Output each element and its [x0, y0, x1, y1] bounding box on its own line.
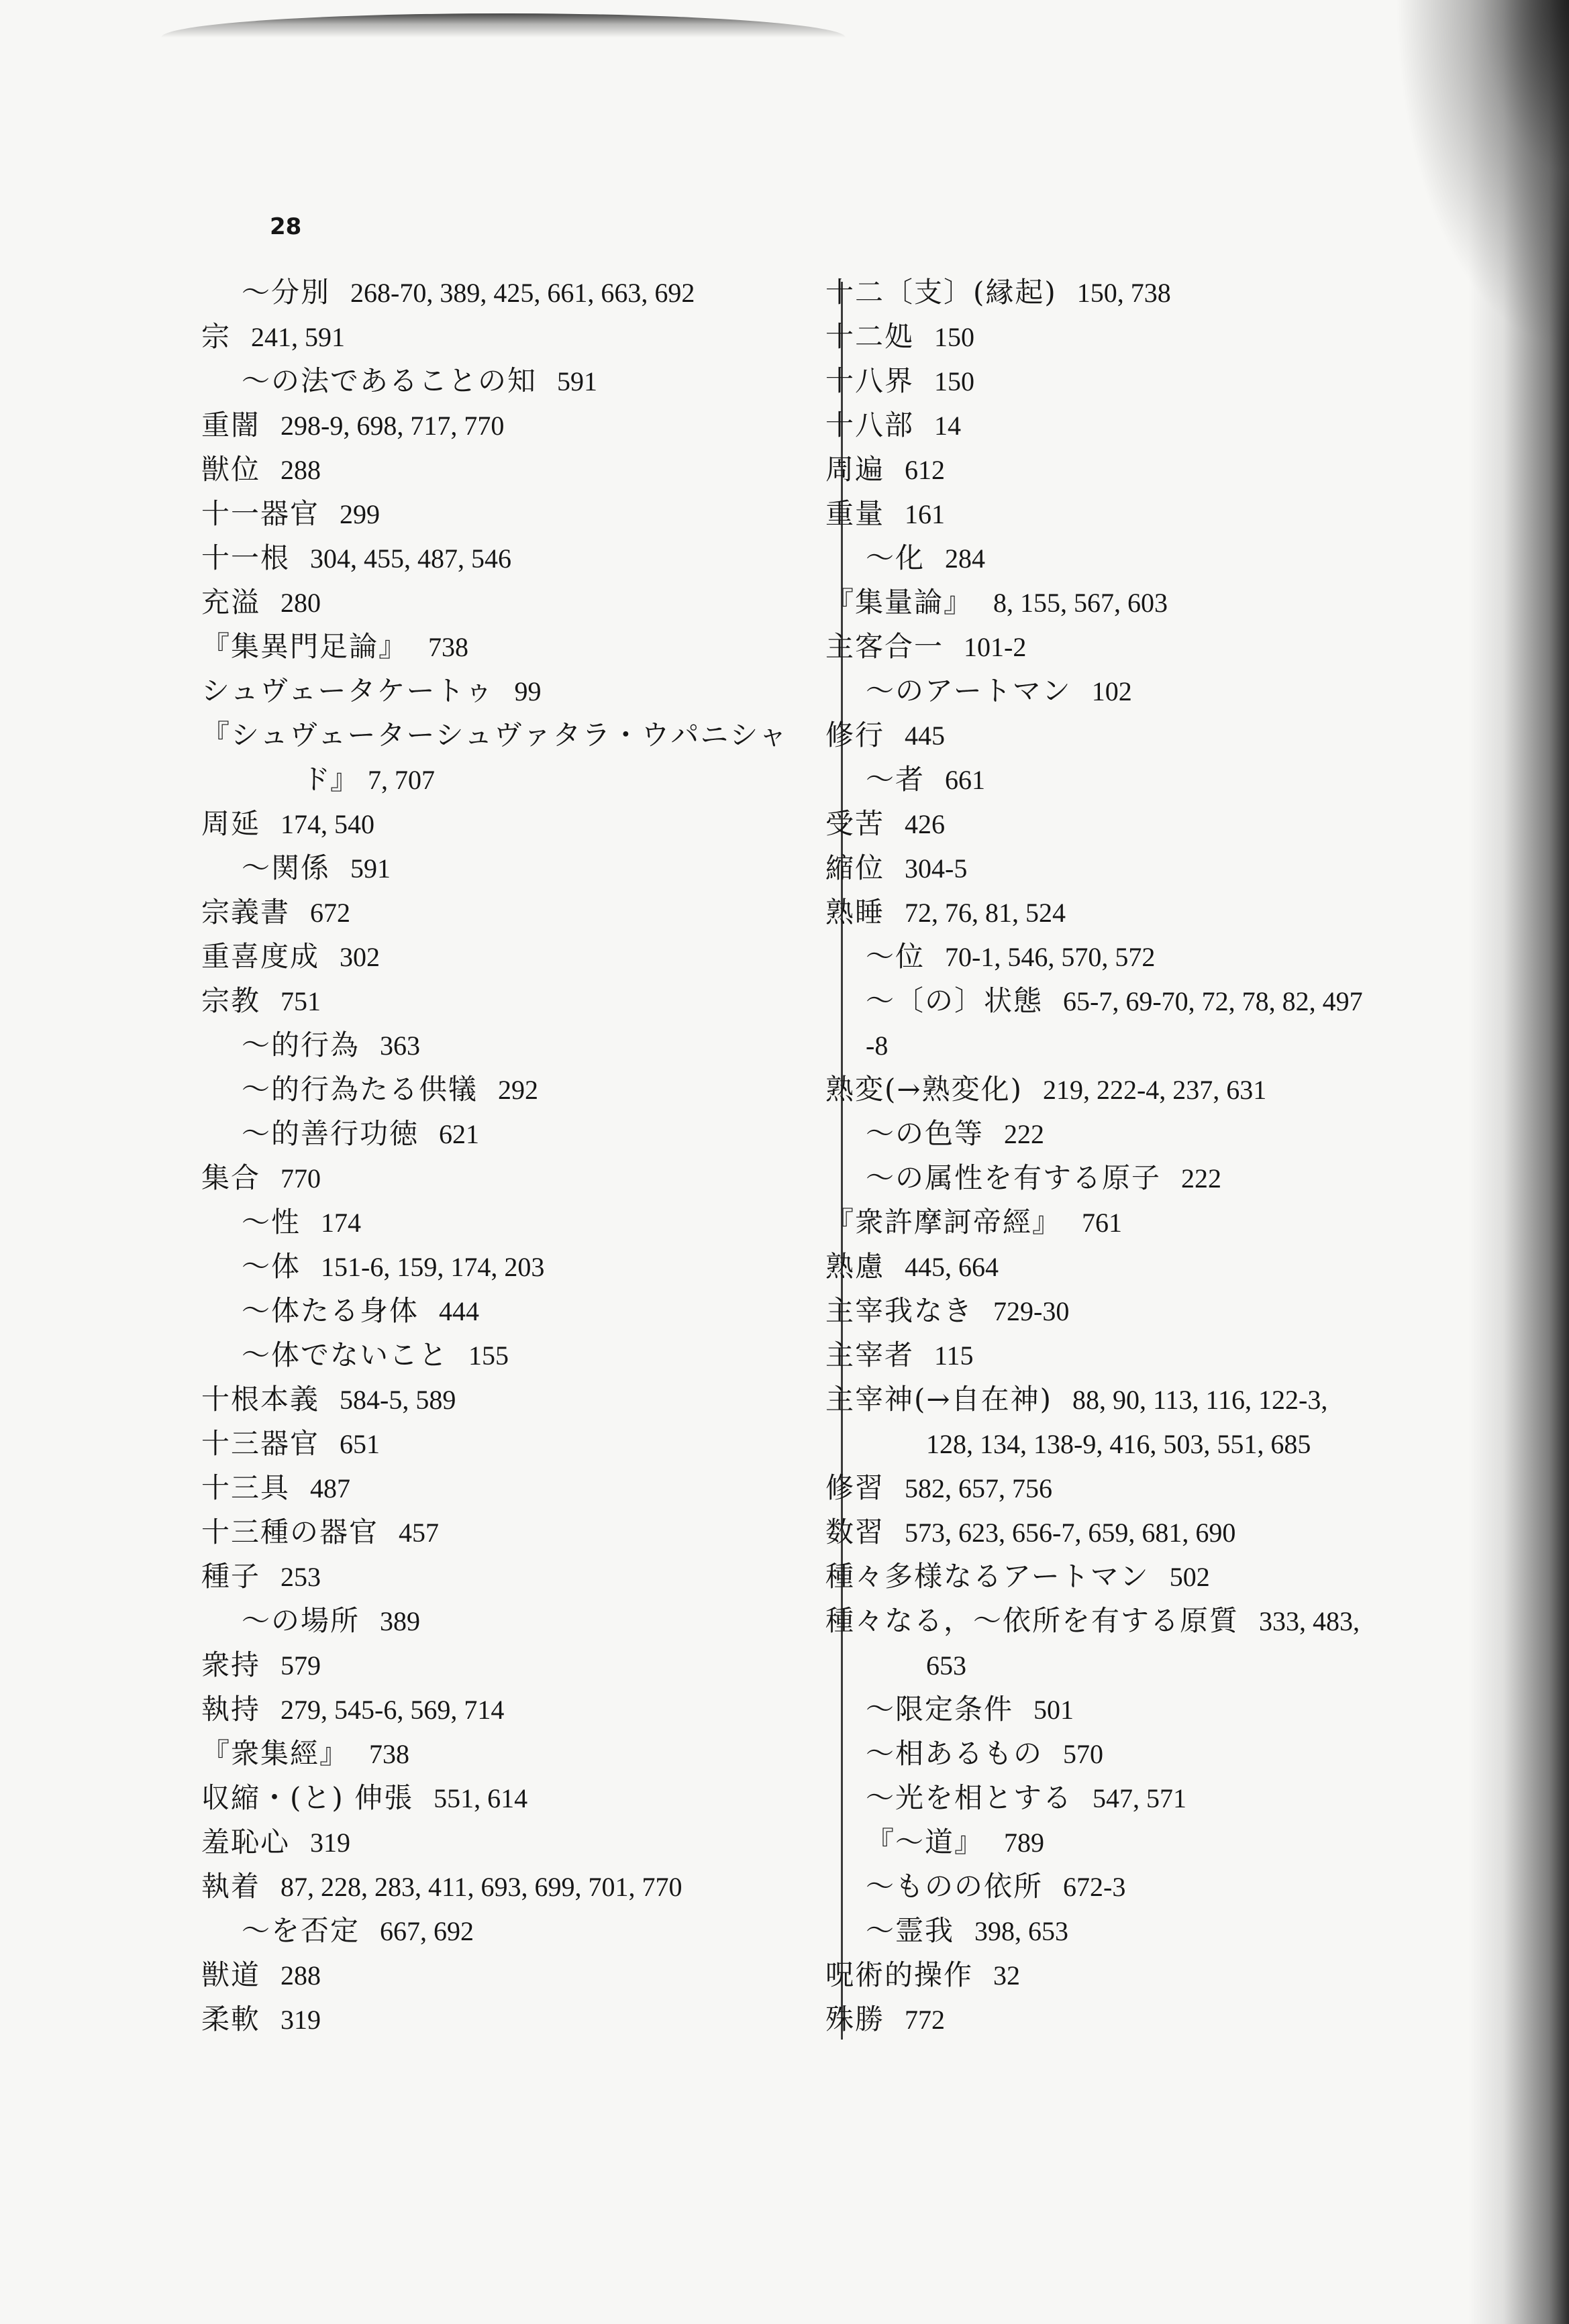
- index-entry: [201, 1687, 829, 1732]
- index-entry: [201, 890, 829, 935]
- index-entry: [201, 935, 829, 979]
- index-entry: [201, 492, 829, 536]
- index-entry: [201, 669, 829, 713]
- index-term: 衆持: [201, 1648, 261, 1681]
- index-term: ～分別: [242, 276, 331, 309]
- index-term: 『～道』: [866, 1826, 984, 1858]
- index-page-refs: 161: [905, 499, 946, 529]
- index-page-refs: 87, 228, 283, 411, 693, 699, 701, 770: [281, 1872, 682, 1902]
- index-term: ～者: [866, 763, 925, 796]
- index-term: 『衆集經』: [201, 1737, 350, 1770]
- index-page-refs: 304, 455, 487, 546: [310, 543, 512, 574]
- index-entry: [201, 1422, 829, 1466]
- index-page-refs: 573, 623, 656-7, 659, 681, 690: [905, 1518, 1236, 1548]
- index-page-refs: 570: [1063, 1739, 1104, 1769]
- index-term: 『集異門足論』: [201, 630, 409, 663]
- index-entry: [825, 1023, 1497, 1067]
- index-term: ～のアートマン: [866, 674, 1072, 707]
- index-entry: [201, 1200, 829, 1245]
- index-page-refs: 241, 591: [251, 322, 346, 352]
- index-term: 熟睡: [825, 896, 885, 929]
- index-entry: [201, 846, 829, 890]
- index-entry: [201, 1067, 829, 1112]
- index-term: 宗教: [201, 984, 261, 1017]
- index-entry: [201, 1732, 829, 1776]
- index-term: 執持: [201, 1693, 261, 1726]
- index-term: 主客合一: [825, 630, 944, 663]
- index-entry: [825, 757, 1497, 802]
- index-term: 熟変(→熟変化): [825, 1073, 1023, 1106]
- index-term: 修行: [825, 719, 885, 751]
- index-entry: [825, 625, 1497, 669]
- index-entry: [825, 447, 1497, 492]
- index-term: 種子: [201, 1560, 261, 1593]
- index-page-refs: 151-6, 159, 174, 203: [321, 1252, 545, 1282]
- index-term: ～を否定: [242, 1914, 360, 1947]
- index-page-refs: 751: [281, 986, 321, 1016]
- index-page-refs: 99: [514, 676, 542, 706]
- index-term: 主宰者: [825, 1338, 915, 1371]
- index-entry: [201, 1333, 829, 1377]
- index-page-refs: 70-1, 546, 570, 572: [945, 942, 1156, 972]
- index-term: 主宰我なき: [825, 1294, 974, 1327]
- index-term: ～的行為たる供犠: [242, 1073, 478, 1106]
- index-entry: [201, 1245, 829, 1289]
- index-entry: [825, 1156, 1497, 1200]
- index-term: ～関係: [242, 851, 331, 884]
- index-entry: [201, 315, 829, 359]
- index-term: ～性: [242, 1206, 301, 1238]
- index-page-refs: 772: [905, 2005, 946, 2035]
- index-term: 十三具: [201, 1471, 291, 1504]
- index-page-refs: 612: [905, 455, 946, 485]
- index-term: 重量: [825, 497, 885, 530]
- index-entry: [825, 890, 1497, 935]
- index-page-refs: 445, 664: [905, 1252, 999, 1282]
- index-term: ～相あるもの: [866, 1737, 1044, 1770]
- index-entry: [201, 1156, 829, 1200]
- index-term: 羞恥心: [201, 1826, 291, 1858]
- index-page-refs: 14: [934, 411, 962, 441]
- index-entry: [201, 979, 829, 1023]
- index-page-refs: 672-3: [1063, 1872, 1126, 1902]
- index-entry: [825, 1776, 1497, 1820]
- index-term: 十一根: [201, 541, 291, 574]
- index-entry: [825, 1422, 1497, 1466]
- index-page-refs: 761: [1082, 1208, 1123, 1238]
- index-term: 十根本義: [201, 1383, 320, 1416]
- index-term: 重闇: [201, 409, 261, 441]
- index-entry: [201, 1864, 829, 1909]
- index-term: シュヴェータケートゥ: [201, 674, 495, 707]
- index-entry: [825, 846, 1497, 890]
- index-entry: [201, 536, 829, 580]
- index-term: ～の法であることの知: [242, 364, 538, 397]
- index-page-refs: 174: [321, 1208, 362, 1238]
- index-term: 『シュヴェーターシュヴァタラ・ウパニシャ: [201, 719, 789, 751]
- index-term: 獣位: [201, 453, 261, 486]
- index-entry: [201, 359, 829, 403]
- index-page-refs: 426: [905, 809, 946, 839]
- index-term: 『集量論』: [825, 586, 974, 619]
- index-entry: [825, 1909, 1497, 1953]
- index-term: ～体でないこと: [242, 1338, 449, 1371]
- index-page-refs: 222: [1004, 1119, 1045, 1149]
- index-term: 十八部: [825, 409, 915, 441]
- index-term: ～位: [866, 940, 925, 973]
- index-page-refs: 621: [439, 1119, 480, 1149]
- index-term: 柔軟: [201, 2003, 261, 2036]
- index-page-refs: 298-9, 698, 717, 770: [281, 411, 505, 441]
- index-term: 宗義書: [201, 896, 291, 929]
- index-page-refs: 672: [310, 898, 351, 928]
- index-term: 殊勝: [825, 2003, 885, 2036]
- index-page-refs: 651: [340, 1429, 381, 1459]
- index-page-refs: 444: [439, 1296, 480, 1326]
- index-entry: [825, 1466, 1497, 1510]
- index-entry: [201, 1023, 829, 1067]
- index-entry: [825, 1200, 1497, 1245]
- index-page-refs: 284: [945, 543, 986, 574]
- index-entry: [825, 580, 1497, 625]
- index-entry: [825, 270, 1497, 315]
- index-entry: [201, 1112, 829, 1156]
- index-entry: [825, 979, 1497, 1023]
- index-page-refs: 72, 76, 81, 524: [905, 898, 1066, 928]
- index-term: 集合: [201, 1161, 261, 1194]
- index-entry: [201, 1554, 829, 1599]
- index-page-refs: 101-2: [964, 632, 1027, 662]
- index-entry: [201, 1377, 829, 1422]
- index-page-refs: 579: [281, 1650, 321, 1681]
- index-entry: [825, 1554, 1497, 1599]
- index-entry: [825, 536, 1497, 580]
- index-entry: [825, 1333, 1497, 1377]
- index-term: 数習: [825, 1516, 885, 1548]
- index-term: 周延: [201, 807, 261, 840]
- index-entry: [201, 1643, 829, 1687]
- index-page-refs: 7, 707: [368, 765, 436, 795]
- index-term: 十三種の器官: [201, 1516, 379, 1548]
- index-page-refs: 661: [945, 765, 986, 795]
- index-entry: [201, 447, 829, 492]
- index-term: 執着: [201, 1870, 261, 1903]
- index-page-refs: 333, 483,: [1259, 1606, 1360, 1636]
- index-entry: [201, 1909, 829, 1953]
- index-column-left: [201, 270, 829, 2042]
- index-page-refs: 155: [468, 1340, 509, 1371]
- index-page-refs: 582, 657, 756: [905, 1473, 1053, 1503]
- index-page-refs: 363: [380, 1031, 421, 1061]
- index-term: ～体: [242, 1250, 301, 1283]
- index-page-refs: 253: [281, 1562, 321, 1592]
- index-term: 種々なる，～依所を有する原質: [825, 1604, 1239, 1637]
- index-term: ～霊我: [866, 1914, 955, 1947]
- index-entry: [201, 1289, 829, 1333]
- index-page-refs: 502: [1169, 1562, 1210, 1592]
- index-page-refs: 319: [281, 2005, 321, 2035]
- index-page-refs: 487: [310, 1473, 351, 1503]
- index-entry: [201, 270, 829, 315]
- index-entry: [825, 1510, 1497, 1554]
- index-page-refs: 88, 90, 113, 116, 122-3,: [1072, 1385, 1328, 1415]
- index-term: 『衆許摩訶帝經』: [825, 1206, 1062, 1238]
- index-page-refs: 115: [934, 1340, 974, 1371]
- index-page-refs: 319: [310, 1828, 351, 1858]
- index-term: 重喜度成: [201, 940, 320, 973]
- index-entry: [825, 1820, 1497, 1864]
- index-page-refs: 102: [1091, 676, 1132, 706]
- index-page-refs: 222: [1181, 1163, 1222, 1194]
- index-entry: [825, 1289, 1497, 1333]
- index-entry: [825, 1687, 1497, 1732]
- index-entry: [825, 1732, 1497, 1776]
- index-term: 十八界: [825, 364, 915, 397]
- index-term: ～化: [866, 541, 925, 574]
- index-entry: [201, 802, 829, 846]
- index-term: ～的善行功徳: [242, 1117, 419, 1150]
- index-page-refs: 150, 738: [1076, 278, 1171, 308]
- index-entry: [825, 1864, 1497, 1909]
- index-term: ド』: [302, 763, 359, 796]
- index-term: 収縮・(と) 伸張: [201, 1781, 414, 1814]
- index-term: 修習: [825, 1471, 885, 1504]
- index-term: 熟慮: [825, 1250, 885, 1283]
- index-page-refs: 457: [399, 1518, 440, 1548]
- index-entry: [201, 713, 829, 757]
- index-entry: [201, 580, 829, 625]
- index-term: 十二処: [825, 320, 915, 353]
- index-entry: [201, 757, 829, 802]
- index-entry: [201, 1776, 829, 1820]
- index-page-refs: 150: [934, 322, 975, 352]
- index-entry: [825, 1599, 1497, 1643]
- index-page-refs: 729-30: [993, 1296, 1070, 1326]
- index-page-refs: 65-7, 69-70, 72, 78, 82, 497: [1063, 986, 1363, 1016]
- index-entry: [825, 492, 1497, 536]
- index-entry: [825, 669, 1497, 713]
- index-term: ～の属性を有する原子: [866, 1161, 1162, 1194]
- index-entry: [825, 315, 1497, 359]
- index-term: ～〔の〕状態: [866, 984, 1044, 1017]
- index-term: 獣道: [201, 1958, 261, 1991]
- index-page-refs: 398, 653: [974, 1916, 1069, 1946]
- index-page-refs: 738: [369, 1739, 410, 1769]
- index-column-right: [825, 270, 1497, 2042]
- index-page-refs: -8: [866, 1031, 889, 1061]
- index-term: ～光を相とする: [866, 1781, 1073, 1814]
- index-page-refs: 288: [281, 455, 321, 485]
- index-page-refs: 445: [905, 721, 946, 751]
- index-term: ～限定条件: [866, 1693, 1014, 1726]
- index-page-refs: 738: [428, 632, 469, 662]
- index-entry: [201, 1599, 829, 1643]
- index-entry: [201, 1820, 829, 1864]
- scan-shadow-top: [161, 13, 846, 38]
- index-entry: [825, 1377, 1497, 1422]
- index-entry: [825, 1643, 1497, 1687]
- index-page-refs: 501: [1033, 1695, 1074, 1725]
- index-term: ～の場所: [242, 1604, 360, 1637]
- index-entry: [201, 1466, 829, 1510]
- index-term: 呪術的操作: [825, 1958, 974, 1991]
- index-page-refs: 279, 545-6, 569, 714: [281, 1695, 505, 1725]
- index-term: ～の色等: [866, 1117, 984, 1150]
- index-page-refs: 770: [281, 1163, 321, 1194]
- index-page-refs: 789: [1004, 1828, 1045, 1858]
- index-page-refs: 302: [340, 942, 381, 972]
- index-page-refs: 591: [350, 853, 391, 884]
- index-term: 受苦: [825, 807, 885, 840]
- index-entry: [825, 713, 1497, 757]
- index-entry: [201, 403, 829, 447]
- index-term: 周遍: [825, 453, 885, 486]
- index-page-refs: 8, 155, 567, 603: [993, 588, 1168, 618]
- index-entry: [201, 1953, 829, 1997]
- index-page-refs: 280: [281, 588, 321, 618]
- index-entry: [825, 1245, 1497, 1289]
- index-term: 宗: [201, 320, 232, 353]
- index-page-refs: 292: [498, 1075, 539, 1105]
- index-entry: [201, 1510, 829, 1554]
- index-page-refs: 128, 134, 138-9, 416, 503, 551, 685: [926, 1429, 1311, 1459]
- index-term: 十二〔支〕(縁起): [825, 276, 1057, 309]
- index-page-refs: 150: [934, 366, 975, 397]
- index-term: ～ものの依所: [866, 1870, 1044, 1903]
- index-entry: [825, 802, 1497, 846]
- index-term: ～体たる身体: [242, 1294, 419, 1327]
- index-page-refs: 288: [281, 1960, 321, 1991]
- index-entry: [201, 625, 829, 669]
- index-page-refs: 547, 571: [1093, 1783, 1187, 1813]
- index-term: ～的行為: [242, 1028, 360, 1061]
- index-entry: [825, 1997, 1497, 2042]
- index-entry: [825, 1067, 1497, 1112]
- index-term: 縮位: [825, 851, 885, 884]
- index-term: 充溢: [201, 586, 261, 619]
- index-page-refs: 32: [993, 1960, 1021, 1991]
- index-page-refs: 268-70, 389, 425, 661, 663, 692: [350, 278, 695, 308]
- index-page-refs: 591: [557, 366, 598, 397]
- index-term: 十一器官: [201, 497, 320, 530]
- index-page-refs: 389: [380, 1606, 421, 1636]
- index-page-refs: 584-5, 589: [340, 1385, 456, 1415]
- index-page-refs: 299: [340, 499, 381, 529]
- index-entry: [825, 1112, 1497, 1156]
- index-page-refs: 653: [926, 1650, 966, 1681]
- index-page-refs: 667, 692: [380, 1916, 474, 1946]
- index-term: 十三器官: [201, 1427, 320, 1460]
- index-entry: [201, 1997, 829, 2042]
- index-entry: [825, 1953, 1497, 1997]
- page-number: 28: [270, 213, 302, 240]
- index-term: 主宰神(→自在神): [825, 1383, 1052, 1416]
- index-page-refs: 219, 222-4, 237, 631: [1042, 1075, 1267, 1105]
- index-entry: [825, 403, 1497, 447]
- index-entry: [825, 935, 1497, 979]
- index-page-refs: 174, 540: [281, 809, 375, 839]
- index-page-refs: 304-5: [905, 853, 968, 884]
- index-term: 種々多様なるアートマン: [825, 1560, 1150, 1593]
- index-page-refs: 551, 614: [434, 1783, 528, 1813]
- index-entry: [825, 359, 1497, 403]
